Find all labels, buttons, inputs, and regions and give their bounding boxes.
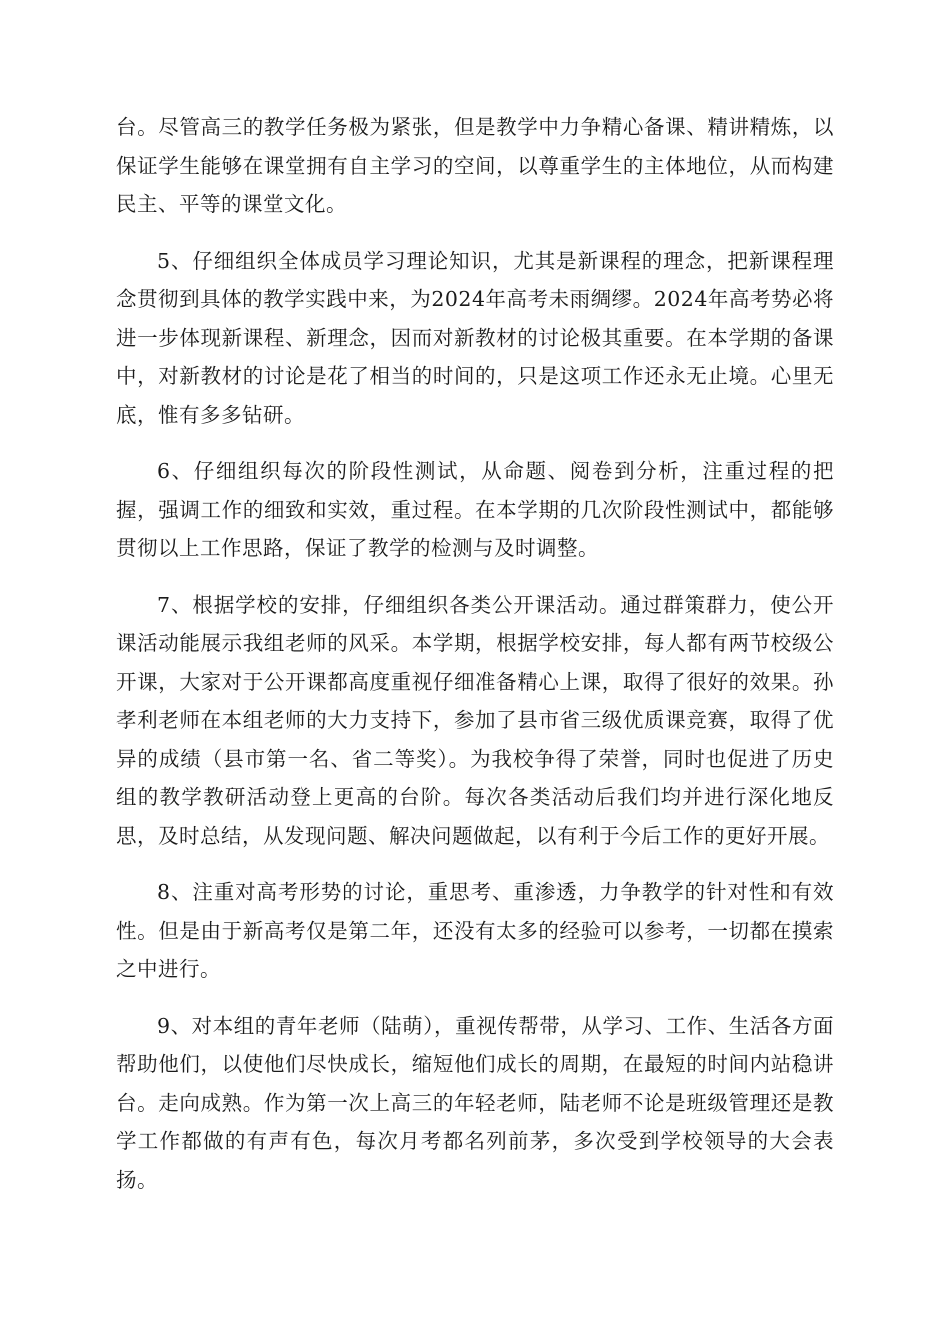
paragraph-item-7: 7、根据学校的安排，仔细组织各类公开课活动。通过群策群力，使公开课活动能展示我组老师的风采。本学期，根据学校安排，每人都有两节校级公开课，大家对于公开课都高度重视仔细准备精心上课，取得了很好的效果。孙孝利老师在本组老师的大力支持下，参加了县市省三级优质课竞赛，取得了优异的成绩（县市第一名、省二等奖）。为我校争得了荣誉，同时也促进了历史组的教学教研活动登上更高的台阶。每次各类活动后我们均并进行深化地反思，及时总结，从发现问题、解决问题做起，以有利于今后工作的更好开展。 [116,592,834,848]
document-body [116,108,834,1217]
paragraph-item-6: 6、仔细组织每次的阶段性测试，从命题、阅卷到分析，注重过程的把握，强调工作的细致和实效，重过程。在本学期的几次阶段性测试中，都能够贯彻以上工作思路，保证了教学的检测与及时调整。 [116,459,834,560]
paragraph-item-9: 9、对本组的青年老师（陆萌），重视传帮带，从学习、工作、生活各方面帮助他们，以使他们尽快成长，缩短他们成长的周期，在最短的时间内站稳讲台。走向成熟。作为第一次上高三的年轻老师，陆老师不论是班级管理还是教学工作都做的有声有色，每次月考都名列前茅，多次受到学校领导的大会表扬。 [116,1013,834,1192]
paragraph-item-5: 5、仔细组织全体成员学习理论知识，尤其是新课程的理念，把新课程理念贯彻到具体的教学实践中来，为2024年高考未雨绸缪。2024年高考势必将进一步体现新课程、新理念，因而对新教材的讨论极其重要。在本学期的备课中，对新教材的讨论是花了相当的时间的，只是这项工作还永无止境。心里无底，惟有多多钻研。 [116,248,834,427]
paragraph-item-8: 8、注重对高考形势的讨论，重思考、重渗透，力争教学的针对性和有效性。但是由于新高考仅是第二年，还没有太多的经验可以参考，一切都在摸索之中进行。 [116,880,834,981]
paragraph-continuation: 台。尽管高三的教学任务极为紧张，但是教学中力争精心备课、精讲精炼，以保证学生能够在课堂拥有自主学习的空间，以尊重学生的主体地位，从而构建民主、平等的课堂文化。 [116,115,834,216]
